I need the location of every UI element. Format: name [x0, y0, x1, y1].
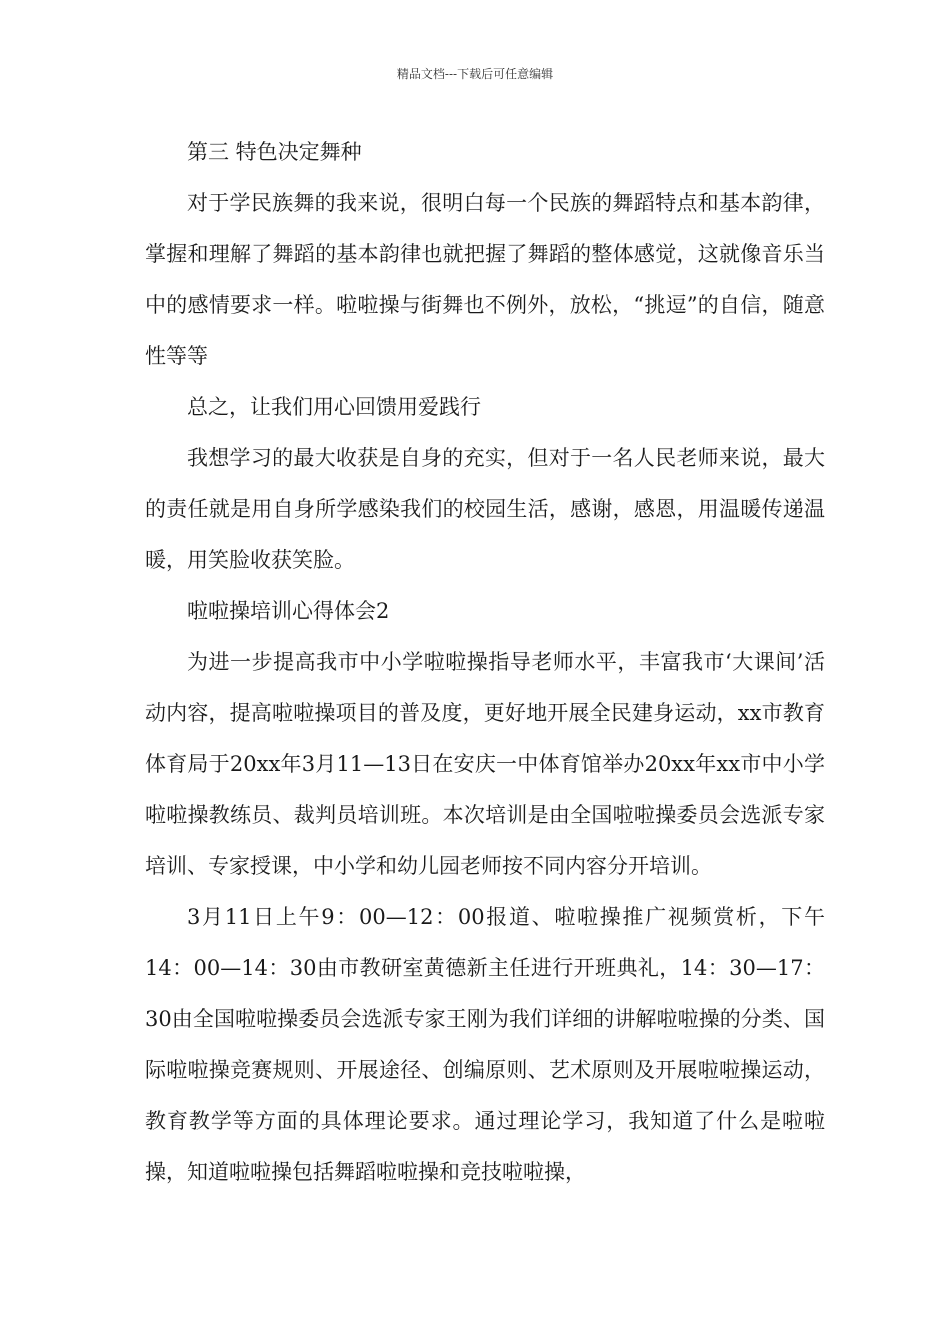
paragraph-training-intro: 为进一步提高我市中小学啦啦操指导老师水平，丰富我市‘大课间’活动内容，提高啦啦操项目的普及度，更好地开展全民建身运动，xx市教育体育局于20xx年3月11—13日在安庆一中体育馆举办20xx年xx市中小学啦啦操教练员、裁判员培训班。本次培训是由全国啦啦操委员会选派专家培训、专家授课，中小学和幼儿园老师按不同内容分开培训。 — [145, 650, 825, 878]
section-heading-features: 第三 特色决定舞种 — [187, 140, 362, 164]
paragraph-folk-dance: 对于学民族舞的我来说，很明白每一个民族的舞蹈特点和基本韵律，掌握和理解了舞蹈的基本韵律也就把握了舞蹈的整体感觉，这就像音乐当中的感情要求一样。啦啦操与街舞也不例外，放松，“挑逗”的自信，随意性等等 — [145, 191, 825, 368]
page-header: 精品文档---下载后可任意编辑 — [396, 67, 554, 81]
document-body — [145, 127, 825, 1198]
paragraph-harvest: 我想学习的最大收获是自身的充实，但对于一名人民老师来说，最大的责任就是用自身所学感染我们的校园生活，感谢，感恩，用温暖传递温暖，用笑脸收获笑脸。 — [145, 446, 825, 572]
section-heading-cheer-training-2: 啦啦操培训心得体会2 — [187, 599, 390, 623]
section-heading-summary: 总之，让我们用心回馈用爱践行 — [187, 395, 481, 419]
paragraph-schedule: 3月11日上午9：00—12：00报道、啦啦操推广视频赏析，下午14：00—14：30由市教研室黄德新主任进行开班典礼，14：30—17：30由全国啦啦操委员会选派专家王刚为我们详细的讲解啦啦操的分类、国际啦啦操竞赛规则、开展途径、创编原则、艺术原则及开展啦啦操运动，教育教学等方面的具体理论要求。通过理论学习，我知道了什么是啦啦操，知道啦啦操包括舞蹈啦啦操和竞技啦啦操， — [145, 905, 825, 1184]
